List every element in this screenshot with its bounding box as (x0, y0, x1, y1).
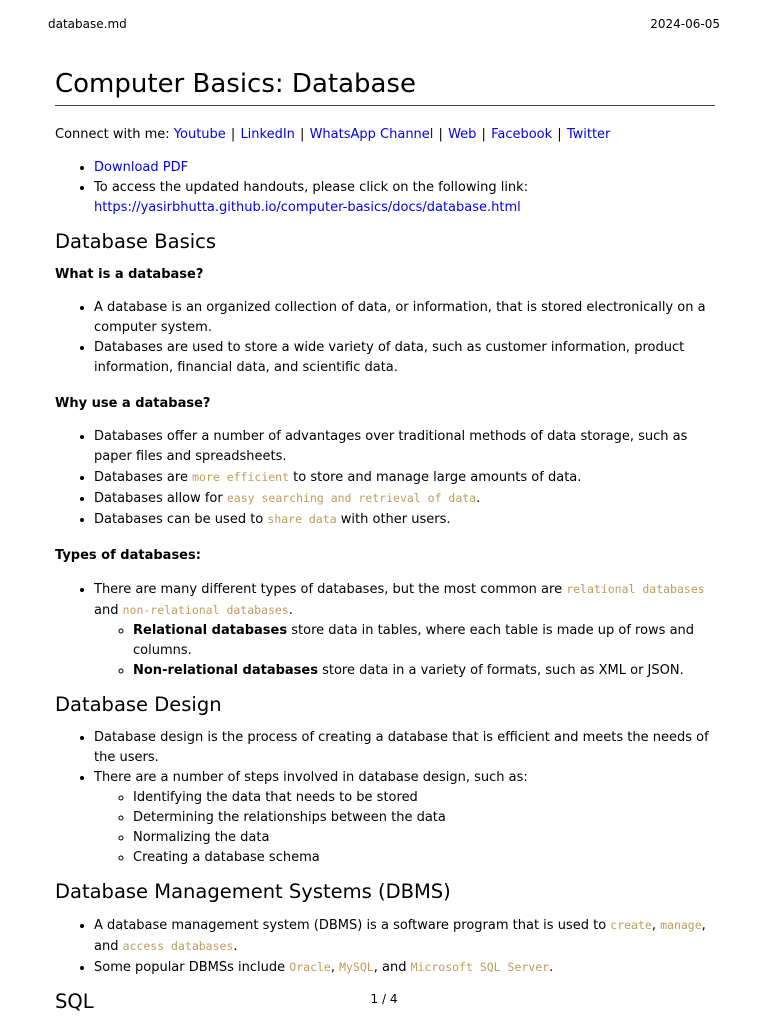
connect-line: Connect with me: Youtube | LinkedIn | WhatsApp Channel | Web | Facebook | Twitter (55, 127, 611, 142)
whatsapp-channel-link[interactable]: WhatsApp Channel (309, 127, 434, 142)
types-list (55, 579, 715, 681)
what-list (55, 298, 715, 378)
list-item: • There are a number of steps involved in database design, such as: ◦ Identifying the data that needs to be stored ◦ Determining the relationships between the data ◦ Normalizing the data ◦ Creating a database schema (94, 768, 715, 868)
code-share-data: share data (267, 512, 337, 526)
list-item: • Databases offer a number of advantages over traditional methods of data storage, such as paper files and spreadsheets. (94, 427, 715, 467)
code-sql-server: Microsoft SQL Server (410, 960, 550, 974)
why-list (55, 427, 715, 530)
list-item: ◦ Determining the relationships between the data (133, 808, 715, 828)
code-non-relational: non-relational databases (122, 603, 289, 617)
section-heading-basics: Database Basics (55, 230, 217, 253)
code-manage: manage (660, 918, 702, 932)
design-steps-list (94, 788, 715, 868)
list-item: ◦ Identifying the data that needs to be stored (133, 788, 715, 808)
code-mysql: MySQL (339, 960, 374, 974)
code-access-databases: access databases (122, 939, 234, 953)
list-item: • Database design is the process of creating a database that is efficient and meets the needs of the users. (94, 728, 715, 768)
types-sublist (94, 621, 715, 681)
section-heading-design: Database Design (55, 693, 222, 716)
subheading-types: Types of databases: (55, 548, 201, 563)
list-item: ◦ Creating a database schema (133, 848, 715, 868)
list-item: ◦ Relational databases store data in tables, where each table is made up of rows and columns. (133, 621, 715, 661)
list-item: ◦ Non-relational databases store data in a variety of formats, such as XML or JSON. (133, 661, 715, 681)
code-easy-searching: easy searching and retrieval of data (226, 491, 477, 505)
facebook-link[interactable]: Facebook (491, 127, 553, 142)
handout-url-link[interactable]: https://yasirbhutta.github.io/computer-basics/docs/database.html (94, 200, 521, 215)
code-create: create (610, 918, 652, 932)
intro-list (55, 158, 715, 218)
subheading-what: What is a database? (55, 267, 204, 282)
header-filename: database.md (48, 17, 127, 31)
document-body (55, 66, 715, 1015)
connect-label: Connect with me: (55, 127, 174, 142)
list-item: • Databases allow for easy searching and retrieval of data. (94, 488, 715, 509)
subheading-why: Why use a database? (55, 396, 211, 411)
section-heading-sql: SQL (55, 990, 94, 1013)
list-item: • Some popular DBMSs include Oracle, MySQL, and Microsoft SQL Server. (94, 957, 715, 978)
list-item: • Databases are used to store a wide variety of data, such as customer information, product information, financial data, and scientific data. (94, 338, 715, 378)
code-oracle: Oracle (289, 960, 331, 974)
design-list (55, 728, 715, 868)
section-heading-dbms: Database Management Systems (DBMS) (55, 880, 451, 903)
list-item (94, 178, 715, 218)
list-item: • A database is an organized collection of data, or information, that is stored electronically on a computer system. (94, 298, 715, 338)
access-text: To access the updated handouts, please click on the following link: (94, 180, 529, 195)
page-title: Computer Basics: Database (55, 66, 715, 106)
web-link[interactable]: Web (448, 127, 477, 142)
code-relational: relational databases (566, 582, 705, 596)
dbms-list (55, 915, 715, 978)
page-number: 1 / 4 (370, 992, 398, 1006)
download-pdf-link[interactable]: Download PDF (94, 160, 189, 175)
list-item: • There are many different types of databases, but the most common are relational databases and non-relational databases. ◦ Relational databases store data in tables, where each table is made up of rows and columns. ◦ Non-relational databases store data in a variety of formats, such as XML or JSON. (94, 579, 715, 681)
list-item (94, 158, 715, 178)
twitter-link[interactable]: Twitter (566, 127, 611, 142)
list-item: • A database management system (DBMS) is a software program that is used to create, manage, and access databases. (94, 915, 715, 957)
code-more-efficient: more efficient (192, 470, 290, 484)
list-item: • Databases can be used to share data with other users. (94, 509, 715, 530)
list-item: ◦ Normalizing the data (133, 828, 715, 848)
youtube-link[interactable]: Youtube (173, 127, 226, 142)
linkedin-link[interactable]: LinkedIn (240, 127, 295, 142)
header-date: 2024-06-05 (650, 17, 720, 31)
list-item: • Databases are more efficient to store and manage large amounts of data. (94, 467, 715, 488)
